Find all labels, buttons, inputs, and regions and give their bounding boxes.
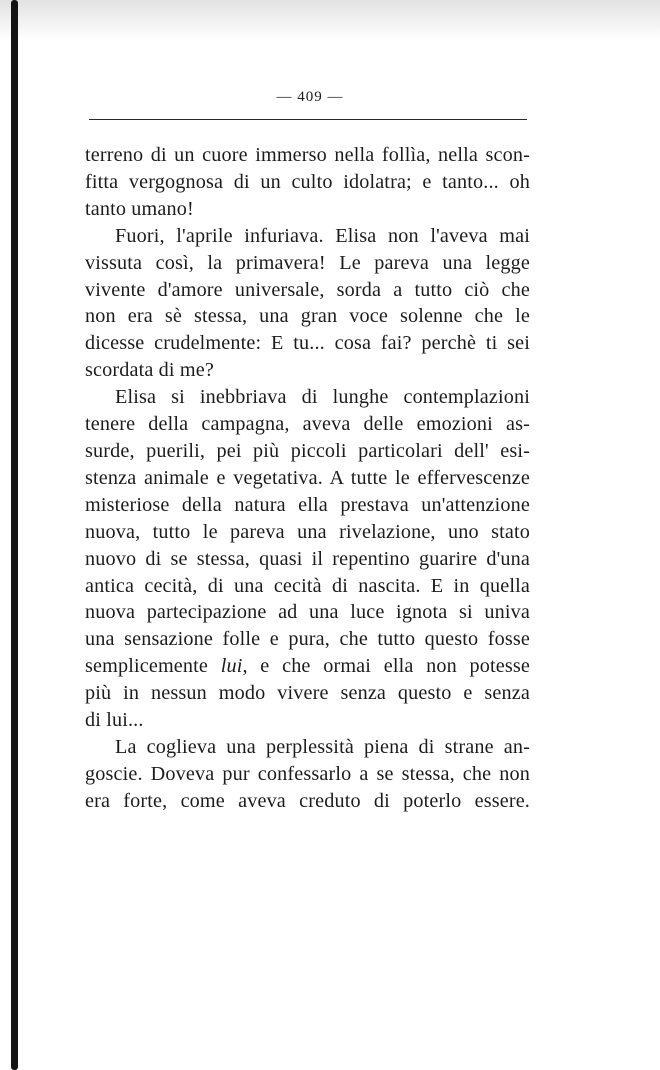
paragraph-3: [85, 384, 530, 734]
text-line-with-italic: [85, 653, 530, 680]
text-line: più in nessun modo vivere senza questo e senza: [85, 682, 530, 705]
text-line: era forte, come aveva creduto di poterlo essere.: [85, 789, 530, 812]
text-line: goscie. Doveva pur confessarlo a se stessa, che non: [85, 762, 530, 785]
text-line: tanto umano!: [85, 197, 194, 220]
page-scan-shading: [0, 0, 660, 40]
text-line: La coglieva una perplessità piena di strane an-: [115, 735, 530, 758]
text-line: una sensazione folle e pura, che tutto questo fosse: [85, 628, 530, 651]
paragraph-1: [85, 142, 530, 223]
text-line: fitta vergognosa di un culto idolatra; e tanto... oh: [85, 170, 530, 193]
text-line: terreno di un cuore immerso nella follìa, nella scon-: [85, 144, 530, 166]
body-text: [85, 142, 530, 815]
text-line: tenere della campagna, aveva delle emozioni as-: [85, 413, 530, 436]
text-line: Elisa si inebbriava di lunghe contemplazioni: [115, 386, 530, 409]
text-line: di lui...: [85, 709, 144, 732]
text-line: antica cecità, di una cecità di nascita. E in quella: [85, 574, 530, 597]
text-line: nuova, tutto le pareva una rivelazione, uno stato: [85, 520, 530, 543]
text-line: nuova partecipazione ad una luce ignota si univa: [85, 601, 530, 624]
text-segment: , e che ormai ella non potesse: [242, 655, 530, 678]
text-line: Fuori, l'aprile infuriava. Elisa non l'aveva mai: [115, 224, 530, 247]
text-line: non era sè stessa, una gran voce solenne che le: [85, 305, 530, 328]
text-line: nuovo di se stessa, quasi il repentino guarire d'una: [85, 547, 530, 570]
book-binding-edge: [11, 0, 18, 1070]
italic-word: lui: [220, 655, 243, 678]
text-line: misteriose della natura ella prestava un'attenzione: [85, 493, 530, 516]
text-line: vissuta così, la primavera! Le pareva una legge: [85, 251, 530, 274]
text-line: stenza animale e vegetativa. A tutte le effervescenze: [85, 466, 530, 489]
text-line: vivente d'amore universale, sorda a tutto ciò che: [85, 278, 530, 301]
text-line: surde, puerili, pei più piccoli particolari dell' esi-: [85, 439, 530, 462]
paragraph-2: [85, 223, 530, 384]
text-segment: semplicemente: [85, 655, 221, 678]
header-rule: [89, 119, 527, 120]
text-line: scordata di me?: [85, 359, 214, 382]
text-line: dicesse crudelmente: E tu... cosa fai? perchè ti sei: [85, 332, 530, 355]
page-number: — 409 —: [276, 89, 344, 105]
paragraph-4: [85, 734, 530, 815]
